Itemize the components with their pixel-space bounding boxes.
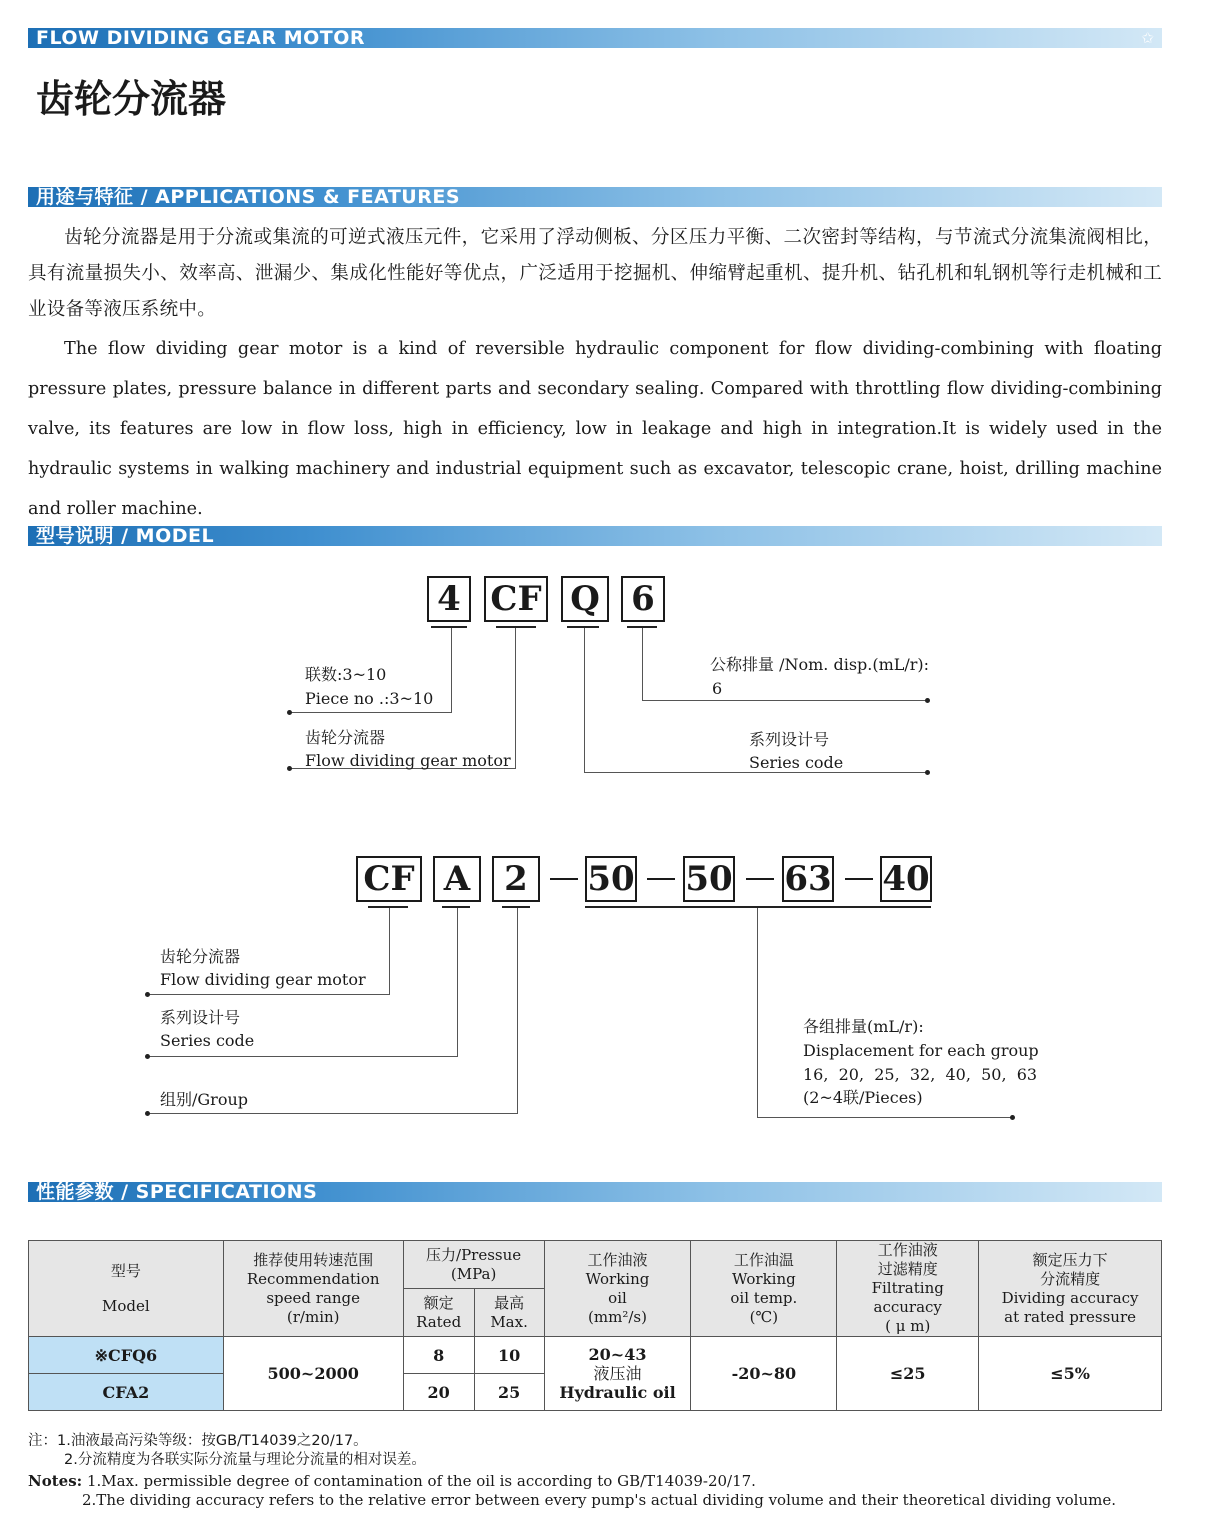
header-speed-cn: 推荐使用转速范围 xyxy=(253,1250,374,1269)
applications-heading-bar xyxy=(28,187,1162,207)
header-bar xyxy=(28,28,1162,48)
code1-box-disp: 6 xyxy=(621,576,665,622)
row-model: CFA2 xyxy=(29,1374,224,1411)
code2-box-group: 2 xyxy=(492,856,540,902)
specs-heading: 性能参数 / SPECIFICATIONS xyxy=(36,1181,318,1203)
connector xyxy=(389,908,390,994)
connector xyxy=(148,1056,458,1057)
note-en-1-text: 1.Max. permissible degree of contamination of the oil is according to GB/T14039-20/17. xyxy=(82,1472,756,1490)
series2-label-en: Series code xyxy=(160,1031,255,1050)
header-pressure xyxy=(403,1241,544,1289)
code2-box-series: A xyxy=(433,856,481,902)
note-en-2: 2.The dividing accuracy refers to the relative error between every pump's actual dividing volume and their theoretical dividing volume. xyxy=(82,1491,1116,1509)
header-oil-cn: 工作油液 xyxy=(587,1250,648,1269)
dot xyxy=(287,710,292,715)
header-pressure-label: 压力/Pressue xyxy=(426,1245,522,1264)
cell-temp: -20~80 xyxy=(691,1337,837,1411)
tick xyxy=(496,626,536,628)
cell-max: 10 xyxy=(474,1337,544,1374)
applications-text-en xyxy=(28,329,1162,529)
tick xyxy=(502,906,530,908)
pieces-label-en: Piece no .:3~10 xyxy=(305,689,434,708)
applications-heading: 用途与特征 / APPLICATIONS & FEATURES xyxy=(36,186,461,208)
dot xyxy=(145,1111,150,1116)
series-label-en: Series code xyxy=(749,753,844,772)
header-filter-cn2: 过滤精度 xyxy=(877,1260,938,1278)
header-filter-cn1: 工作油液 xyxy=(877,1241,938,1259)
header-acc-en2: at rated pressure xyxy=(1004,1307,1137,1326)
header-bar-text: FLOW DIVIDING GEAR MOTOR xyxy=(36,27,366,49)
oil-cn: 液压油 xyxy=(593,1364,642,1383)
applications-text-cn xyxy=(28,220,1162,328)
header-acc-en1: Dividing accuracy xyxy=(1001,1288,1139,1307)
code1-box-type: CF xyxy=(484,576,548,622)
pieces-label-cn: 联数:3~10 xyxy=(305,665,387,684)
header-oil xyxy=(544,1241,691,1337)
header-model-cn: 型号 xyxy=(110,1261,141,1280)
disp2-label-cn: 各组排量(mL/r): xyxy=(803,1017,924,1036)
series-label-cn: 系列设计号 xyxy=(749,730,830,749)
header-rated-en: Rated xyxy=(416,1312,462,1331)
group-label: 组别/Group xyxy=(160,1090,249,1109)
note-cn-1-text: 1.油液最高污染等级：按GB/T14039之20/17。 xyxy=(57,1433,368,1449)
header-accuracy xyxy=(979,1241,1162,1337)
dash xyxy=(845,878,873,880)
star-icon: ✩ xyxy=(1141,29,1154,47)
disp2-values: 16, 20, 25, 32, 40, 50, 63 xyxy=(803,1065,1038,1084)
dash xyxy=(550,878,578,880)
header-speed xyxy=(223,1241,403,1337)
applications-en-body: The flow dividing gear motor is a kind of reversible hydraulic component for flow dividing-combining with floating pressure plates, pressure balance in different parts and secondary sealing. Compared with throttling flow dividing-combining valve, its features are low in flow loss, high in efficiency, low in leakage and high in integration.It is widely used in the hydraulic systems in walking machinery and industrial equipment such as excavator, telescopic crane, hoist, drilling machine and roller machine. xyxy=(28,339,1162,519)
tick xyxy=(567,626,599,628)
page-title: 齿轮分流器 xyxy=(36,77,227,121)
connector xyxy=(517,908,518,1113)
connector xyxy=(757,908,758,1117)
row-model: ※CFQ6 xyxy=(29,1337,224,1374)
header-temp-en2: oil temp. xyxy=(730,1288,798,1307)
series2-label-cn: 系列设计号 xyxy=(160,1008,241,1027)
dot xyxy=(1010,1115,1015,1120)
note-en-1 xyxy=(28,1472,756,1491)
header-speed-unit: (r/min) xyxy=(286,1307,340,1326)
header-filter-en2: accuracy xyxy=(873,1298,942,1316)
dot xyxy=(145,992,150,997)
header-acc-cn2: 分流精度 xyxy=(1040,1269,1101,1288)
header-temp-unit: (℃) xyxy=(749,1307,779,1326)
tick xyxy=(431,626,467,628)
dot xyxy=(287,766,292,771)
header-temp-cn: 工作油温 xyxy=(733,1250,794,1269)
connector xyxy=(642,700,928,701)
specs-table xyxy=(28,1240,1162,1411)
header-filter-unit: ( μ m) xyxy=(885,1317,931,1335)
header-rated xyxy=(403,1289,474,1337)
oil-en: Hydraulic oil xyxy=(559,1383,676,1402)
dash xyxy=(647,878,675,880)
connector xyxy=(584,628,585,772)
header-oil-en1: Working xyxy=(585,1269,650,1288)
header-speed-en2: speed range xyxy=(266,1288,361,1307)
header-max-en: Max. xyxy=(490,1312,528,1331)
cell-accuracy: ≤5% xyxy=(979,1337,1162,1411)
note-cn-label: 注： xyxy=(28,1433,57,1449)
header-temp-en1: Working xyxy=(731,1269,796,1288)
cell-rated: 20 xyxy=(403,1374,474,1411)
code2-box-disp3: 63 xyxy=(782,856,834,902)
header-rated-cn: 额定 xyxy=(423,1293,454,1312)
connector xyxy=(290,712,452,713)
dash xyxy=(746,878,774,880)
motor-label-en: Flow dividing gear motor xyxy=(305,751,511,770)
header-max xyxy=(474,1289,544,1337)
motor2-label-cn: 齿轮分流器 xyxy=(160,947,241,966)
dot xyxy=(145,1054,150,1059)
header-max-cn: 最高 xyxy=(494,1293,525,1312)
cell-rated: 8 xyxy=(403,1337,474,1374)
header-oil-en2: oil xyxy=(608,1288,627,1307)
code2-box-disp4: 40 xyxy=(880,856,932,902)
code2-box-disp1: 50 xyxy=(585,856,637,902)
motor2-label-en: Flow dividing gear motor xyxy=(160,970,366,989)
dot xyxy=(925,698,930,703)
disp-value: 6 xyxy=(712,679,723,698)
code1-box-series: Q xyxy=(561,576,609,622)
header-temp xyxy=(691,1241,837,1337)
disp-label-cn: 公称排量 /Nom. disp.(mL/r): xyxy=(710,655,930,674)
header-acc-cn1: 额定压力下 xyxy=(1032,1250,1108,1269)
note-cn-2: 2.分流精度为各联实际分流量与理论分流量的相对误差。 xyxy=(64,1452,426,1468)
group-underline xyxy=(585,906,931,908)
header-filter xyxy=(837,1241,979,1337)
model-heading-bar xyxy=(28,526,1162,546)
dot xyxy=(925,770,930,775)
header-oil-unit: (mm²/s) xyxy=(588,1307,647,1326)
header-model-en: Model xyxy=(102,1296,150,1315)
tick xyxy=(368,906,408,908)
disp2-label-en: Displacement for each group xyxy=(803,1041,1039,1060)
code1-box-pieces: 4 xyxy=(427,576,471,622)
oil-range: 20~43 xyxy=(588,1345,647,1364)
table-row xyxy=(29,1337,1162,1374)
tick xyxy=(442,906,470,908)
header-pressure-unit: (MPa) xyxy=(450,1264,497,1283)
disp2-pieces: (2~4联/Pieces) xyxy=(803,1088,923,1107)
connector xyxy=(457,908,458,1056)
note-cn-1 xyxy=(28,1432,368,1451)
specs-heading-bar xyxy=(28,1182,1162,1202)
header-model xyxy=(29,1241,224,1337)
header-speed-en1: Recommendation xyxy=(246,1269,380,1288)
connector xyxy=(148,994,390,995)
connector xyxy=(515,628,516,768)
model-heading: 型号说明 / MODEL xyxy=(36,525,215,547)
connector xyxy=(148,1113,518,1114)
cell-speed: 500~2000 xyxy=(223,1337,403,1411)
cell-max: 25 xyxy=(474,1374,544,1411)
motor-label-cn: 齿轮分流器 xyxy=(305,728,386,747)
connector xyxy=(757,1117,1013,1118)
applications-cn-body: 齿轮分流器是用于分流或集流的可逆式液压元件，它采用了浮动侧板、分区压力平衡、二次密封等结构，与节流式分流集流阀相比，具有流量损失小、效率高、泄漏少、集成化性能好等优点，广泛适用于挖掘机、伸缩臂起重机、提升机、钻孔机和轧钢机等行走机械和工业设备等液压系统中。 xyxy=(28,227,1162,320)
code2-box-type: CF xyxy=(356,856,422,902)
cell-oil xyxy=(544,1337,691,1411)
note-en-label: Notes: xyxy=(28,1472,83,1490)
connector xyxy=(642,628,643,700)
code2-box-disp2: 50 xyxy=(683,856,735,902)
header-filter-en1: Filtrating xyxy=(871,1279,944,1297)
connector xyxy=(451,628,452,712)
cell-filter: ≤25 xyxy=(837,1337,979,1411)
